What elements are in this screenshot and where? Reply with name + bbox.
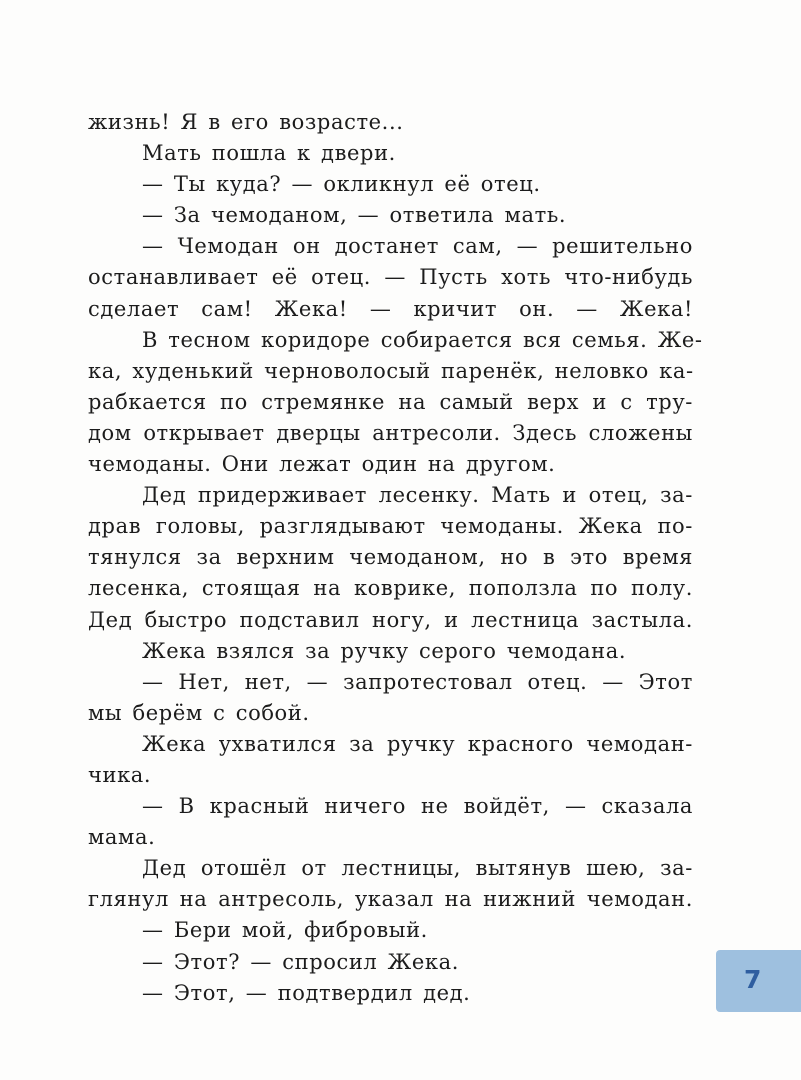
page-number: 7 [744,965,762,994]
text-line: — Чемодан он достанет сам, — решительно [142,234,693,259]
text-line: останавливает её отец. — Пусть хоть что-нибудь [88,265,693,290]
text-line: Жека ухватился за ручку красного чемодан- [142,731,693,756]
text-line: — Нет, нет, — запротестовал отец. — Этот [142,669,693,694]
text-line: тянулся за верхним чемоданом, но в это время [88,545,693,570]
text-line: В тесном коридоре собирается вся семья. Же- [142,327,703,352]
text-line: глянул на антресоль, указал на нижний чемодан. [88,887,693,912]
text-line: рабкается по стремянке на самый верх и с тру- [88,389,693,414]
text-line: чемоданы. Они лежат один на другом. [88,452,556,477]
text-line: Дед придерживает лесенку. Мать и отец, за- [142,483,693,508]
text-line: мы берём с собой. [88,700,310,725]
text-line: мама. [88,825,156,850]
text-line: — В красный ничего не войдёт, — сказала [142,794,693,819]
book-page-text [88,107,703,1009]
text-line: — За чемоданом, — ответила мать. [142,203,567,228]
text-line: сделает сам! Жека! — кричит он. — Жека! [88,296,693,321]
text-line: Дед отошёл от лестницы, вытянув шею, за- [142,856,693,881]
text-line: — Бери мой, фибровый. [142,918,428,943]
text-line: Мать пошла к двери. [142,141,396,166]
text-line: лесенка, стоящая на коврике, поползла по полу. [88,576,693,601]
text-line: — Ты куда? — окликнул её отец. [142,172,541,197]
text-line: ка, худенький черноволосый паренёк, неловко ка- [88,358,694,383]
text-line: — Этот? — спросил Жека. [142,949,459,974]
text-line: жизнь! Я в его возрасте... [88,110,404,134]
text-line: Дед быстро подставил ногу, и лестница застыла. [88,607,693,632]
text-line: дом открывает дверцы антресоли. Здесь сложены [88,420,693,445]
text-line: чика. [88,762,152,787]
text-line: — Этот, — подтвердил дед. [142,980,471,1005]
text-line: драв головы, разглядывают чемоданы. Жека по- [88,514,693,539]
text-line: Жека взялся за ручку серого чемодана. [142,638,627,663]
